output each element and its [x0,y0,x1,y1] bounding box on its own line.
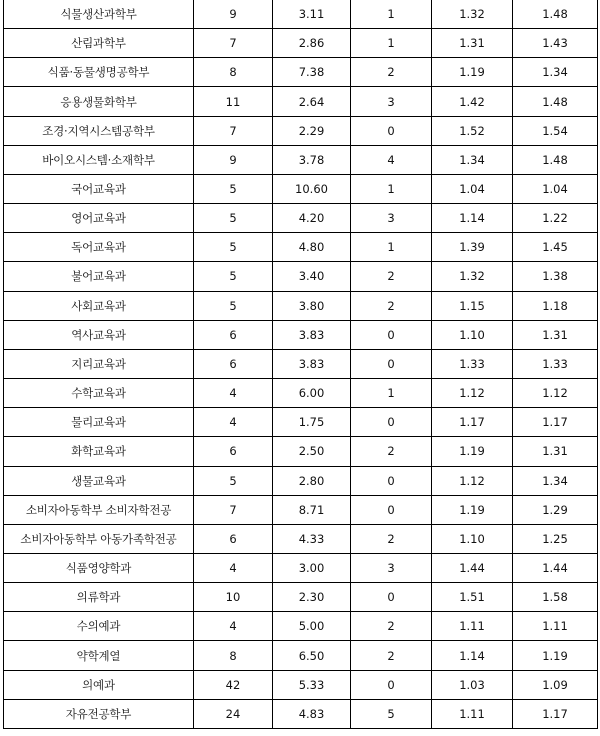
col5-cell: 1.34 [513,58,598,87]
col1-cell: 7 [194,29,273,58]
department-cell: 조경·지역시스템공학부 [4,116,194,145]
department-cell: 의예과 [4,670,194,699]
table-row [4,524,598,553]
col3-cell: 1 [351,0,432,29]
col5-cell: 1.11 [513,612,598,641]
col5-cell: 1.54 [513,116,598,145]
col2-cell: 3.80 [273,291,351,320]
department-cell: 역사교육과 [4,320,194,349]
col4-cell: 1.12 [432,466,513,495]
table-row [4,408,598,437]
col2-cell: 7.38 [273,58,351,87]
col4-cell: 1.19 [432,495,513,524]
department-cell: 화학교육과 [4,437,194,466]
table-body [4,0,598,728]
col5-cell: 1.34 [513,466,598,495]
col1-cell: 10 [194,583,273,612]
col2-cell: 1.75 [273,408,351,437]
department-cell: 식품·동물생명공학부 [4,58,194,87]
col5-cell: 1.43 [513,29,598,58]
col4-cell: 1.19 [432,58,513,87]
department-cell: 국어교육과 [4,174,194,203]
col3-cell: 0 [351,320,432,349]
col2-cell: 4.20 [273,204,351,233]
col5-cell: 1.38 [513,262,598,291]
table-row [4,58,598,87]
table-row [4,495,598,524]
col4-cell: 1.32 [432,262,513,291]
col3-cell: 0 [351,116,432,145]
col5-cell: 1.17 [513,408,598,437]
col1-cell: 9 [194,0,273,29]
col3-cell: 0 [351,349,432,378]
department-cell: 식품영양학과 [4,553,194,582]
col4-cell: 1.42 [432,87,513,116]
col5-cell: 1.31 [513,320,598,349]
department-cell: 불어교육과 [4,262,194,291]
table-row [4,204,598,233]
col5-cell: 1.09 [513,670,598,699]
col1-cell: 4 [194,553,273,582]
col1-cell: 4 [194,379,273,408]
col4-cell: 1.31 [432,29,513,58]
department-cell: 지리교육과 [4,349,194,378]
col2-cell: 8.71 [273,495,351,524]
col2-cell: 2.29 [273,116,351,145]
col3-cell: 3 [351,553,432,582]
col3-cell: 0 [351,670,432,699]
col4-cell: 1.51 [432,583,513,612]
col2-cell: 5.00 [273,612,351,641]
col5-cell: 1.45 [513,233,598,262]
col4-cell: 1.52 [432,116,513,145]
table-row [4,87,598,116]
col3-cell: 4 [351,145,432,174]
table-row [4,320,598,349]
col2-cell: 2.86 [273,29,351,58]
col1-cell: 42 [194,670,273,699]
col5-cell: 1.48 [513,145,598,174]
col4-cell: 1.04 [432,174,513,203]
department-cell: 사회교육과 [4,291,194,320]
col5-cell: 1.25 [513,524,598,553]
col4-cell: 1.14 [432,641,513,670]
table-row [4,466,598,495]
table-row [4,262,598,291]
department-cell: 바이오시스템·소재학부 [4,145,194,174]
table-row [4,670,598,699]
col5-cell: 1.12 [513,379,598,408]
department-cell: 수의예과 [4,612,194,641]
col1-cell: 4 [194,408,273,437]
col4-cell: 1.44 [432,553,513,582]
col1-cell: 6 [194,524,273,553]
col5-cell: 1.33 [513,349,598,378]
col1-cell: 5 [194,466,273,495]
col3-cell: 2 [351,291,432,320]
col4-cell: 1.11 [432,699,513,728]
col5-cell: 1.29 [513,495,598,524]
col2-cell: 2.50 [273,437,351,466]
department-cell: 의류학과 [4,583,194,612]
col4-cell: 1.11 [432,612,513,641]
col2-cell: 3.83 [273,320,351,349]
col4-cell: 1.34 [432,145,513,174]
col4-cell: 1.03 [432,670,513,699]
col1-cell: 7 [194,116,273,145]
col4-cell: 1.12 [432,379,513,408]
col4-cell: 1.10 [432,524,513,553]
department-cell: 식물생산과학부 [4,0,194,29]
col2-cell: 6.00 [273,379,351,408]
col3-cell: 0 [351,583,432,612]
col1-cell: 6 [194,437,273,466]
col3-cell: 2 [351,612,432,641]
col1-cell: 6 [194,349,273,378]
col4-cell: 1.32 [432,0,513,29]
table-row [4,116,598,145]
col2-cell: 6.50 [273,641,351,670]
col5-cell: 1.48 [513,87,598,116]
department-cell: 물리교육과 [4,408,194,437]
col5-cell: 1.04 [513,174,598,203]
col2-cell: 3.11 [273,0,351,29]
col3-cell: 0 [351,466,432,495]
table-row [4,233,598,262]
table-row [4,437,598,466]
col3-cell: 5 [351,699,432,728]
col2-cell: 5.33 [273,670,351,699]
department-cell: 생물교육과 [4,466,194,495]
col3-cell: 0 [351,408,432,437]
col5-cell: 1.22 [513,204,598,233]
department-cell: 산림과학부 [4,29,194,58]
col5-cell: 1.19 [513,641,598,670]
table-row [4,379,598,408]
col2-cell: 2.64 [273,87,351,116]
col1-cell: 24 [194,699,273,728]
col4-cell: 1.15 [432,291,513,320]
col4-cell: 1.10 [432,320,513,349]
col2-cell: 10.60 [273,174,351,203]
col1-cell: 9 [194,145,273,174]
col3-cell: 1 [351,233,432,262]
col2-cell: 3.00 [273,553,351,582]
col4-cell: 1.14 [432,204,513,233]
col3-cell: 0 [351,495,432,524]
col3-cell: 2 [351,437,432,466]
col2-cell: 3.78 [273,145,351,174]
col1-cell: 6 [194,320,273,349]
col2-cell: 4.83 [273,699,351,728]
table-row [4,641,598,670]
col2-cell: 4.80 [273,233,351,262]
col4-cell: 1.17 [432,408,513,437]
col3-cell: 2 [351,58,432,87]
col1-cell: 5 [194,174,273,203]
table-row [4,29,598,58]
table-row [4,583,598,612]
col2-cell: 4.33 [273,524,351,553]
col1-cell: 11 [194,87,273,116]
table-row [4,145,598,174]
department-cell: 약학계열 [4,641,194,670]
col1-cell: 5 [194,291,273,320]
col1-cell: 7 [194,495,273,524]
table-row [4,553,598,582]
col3-cell: 3 [351,204,432,233]
department-cell: 소비자아동학부 소비자학전공 [4,495,194,524]
department-cell: 영어교육과 [4,204,194,233]
col2-cell: 3.83 [273,349,351,378]
col1-cell: 5 [194,204,273,233]
col3-cell: 2 [351,262,432,291]
col5-cell: 1.48 [513,0,598,29]
col1-cell: 8 [194,58,273,87]
col3-cell: 1 [351,29,432,58]
col2-cell: 3.40 [273,262,351,291]
col1-cell: 8 [194,641,273,670]
col2-cell: 2.30 [273,583,351,612]
table-row [4,349,598,378]
col5-cell: 1.17 [513,699,598,728]
col4-cell: 1.39 [432,233,513,262]
table-row [4,174,598,203]
col1-cell: 5 [194,233,273,262]
col2-cell: 2.80 [273,466,351,495]
department-cell: 자유전공학부 [4,699,194,728]
col5-cell: 1.44 [513,553,598,582]
col3-cell: 1 [351,379,432,408]
col3-cell: 2 [351,524,432,553]
table-row [4,612,598,641]
col1-cell: 4 [194,612,273,641]
col5-cell: 1.18 [513,291,598,320]
col1-cell: 5 [194,262,273,291]
admissions-table [3,0,598,729]
table-row [4,291,598,320]
col3-cell: 2 [351,641,432,670]
table-row [4,699,598,728]
table-row [4,0,598,29]
col5-cell: 1.58 [513,583,598,612]
department-cell: 응용생물화학부 [4,87,194,116]
department-cell: 소비자아동학부 아동가족학전공 [4,524,194,553]
col3-cell: 1 [351,174,432,203]
col4-cell: 1.19 [432,437,513,466]
department-cell: 독어교육과 [4,233,194,262]
col3-cell: 3 [351,87,432,116]
col4-cell: 1.33 [432,349,513,378]
col5-cell: 1.31 [513,437,598,466]
department-cell: 수학교육과 [4,379,194,408]
